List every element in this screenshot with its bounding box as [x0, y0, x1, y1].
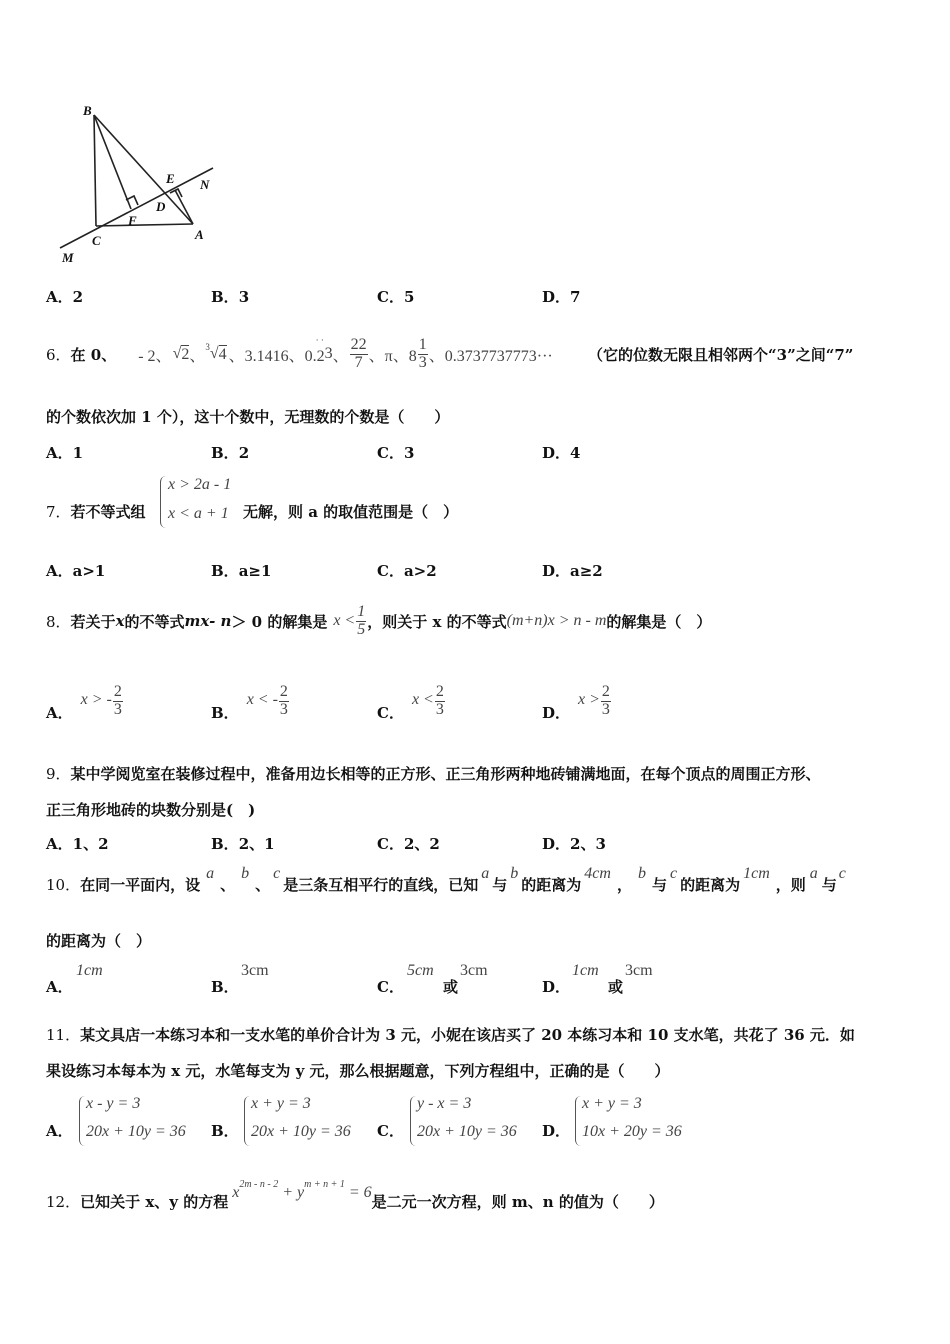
q6-line2: 的个数依次加 1 个），这十个数中，无理数的个数是（ ）	[46, 408, 450, 426]
q7-option-a[interactable]: A．a>1	[46, 562, 106, 580]
geometry-figure	[50, 95, 230, 275]
q9-option-d[interactable]: D．2、3	[542, 835, 606, 853]
q6-number: 6．	[46, 345, 71, 364]
q6-stem	[46, 332, 553, 376]
q7-option-d[interactable]: D．a≥2	[542, 562, 603, 580]
q5-option-b[interactable]: B．3	[211, 288, 250, 306]
q7-row1: x > 2a - 1	[168, 476, 232, 493]
q8-stem: 8． 若关于 x 的不等式 mx- n ＞ 0 的解集是 x < $\frac{1}{5}$ ，则关于 x 的不等式 (m+n)x > n - m 的解集是（ ）	[46, 602, 712, 638]
q7-option-c[interactable]: C．a>2	[377, 562, 437, 580]
q8-option-c[interactable]: C． x < $\frac{2}{3}$	[377, 682, 444, 722]
q6-option-c[interactable]: C．3	[377, 444, 415, 462]
label-b: B	[83, 103, 92, 118]
q11-option-d[interactable]: D． x + y = 3 10x + 20y = 36	[542, 1094, 702, 1150]
q6-numbers: - 2、 √ 2 、 3 √ 4 、3.1416、0.2 · · 3 、 $\frac{22}{7}$ 、π、8 $\frac{1}{3}$ 、0.3737737773···	[138, 335, 553, 371]
q12-equation: $x^{2m - n - 2} + y^{m + n + 1} = 6$	[232, 1179, 372, 1201]
q11-line2: 果设练习本每本为 x 元，水笔每支为 y 元，那么根据题意，下列方程组中，正确的是（ ）	[46, 1062, 670, 1080]
label-c: C	[92, 233, 101, 248]
q5-option-c[interactable]: C．5	[377, 288, 415, 306]
q11-option-c[interactable]: C． y - x = 3 20x + 10y = 36	[377, 1094, 537, 1150]
q8-option-b[interactable]: B． x < - $\frac{2}{3}$	[211, 682, 288, 722]
q12-stem: 12． 已知关于 x、y 的方程 $x^{2m - n - 2} + y^{m + n + 1} = 6$ 是二元一次方程，则 m、n 的值为（ ）	[46, 1179, 664, 1211]
q9-option-c[interactable]: C．2、2	[377, 835, 440, 853]
q11-option-a[interactable]: A． x - y = 3 20x + 10y = 36	[46, 1094, 206, 1150]
q9-line1: 9．某中学阅览室在装修过程中，准备用边长相等的正方形、正三角形两种地砖铺满地面，在每个顶点的周围正方形、	[46, 765, 821, 783]
label-n: N	[200, 177, 210, 192]
q9-option-b[interactable]: B．2、1	[211, 835, 275, 853]
q9-line2: 正三角形地砖的块数分别是( )	[46, 801, 256, 819]
q7-option-b[interactable]: B．a≥1	[211, 562, 272, 580]
q7-row2: x < a + 1	[168, 505, 229, 522]
q11-line1: 11．某文具店一本练习本和一支水笔的单价合计为 3 元，小妮在该店买了 20 本练习本和 10 支水笔，共花了 36 元．如	[46, 1026, 855, 1044]
q6-tail: （它的位数无限且相邻两个“3”之间“7”	[588, 346, 854, 364]
label-f: F	[128, 213, 137, 228]
cbrt-symbol: √	[209, 345, 219, 362]
q6-option-b[interactable]: B．2	[211, 444, 250, 462]
q9-option-a[interactable]: A．1、2	[46, 835, 109, 853]
label-e: E	[166, 171, 175, 186]
q6-option-a[interactable]: A．1	[46, 444, 84, 462]
q7-tail: 无解，则 a 的取值范围是（ ）	[243, 503, 459, 521]
label-a: A	[195, 227, 204, 242]
q8-option-a[interactable]: A． x > - $\frac{2}{3}$	[46, 682, 122, 722]
segment-ca	[96, 224, 193, 226]
segment-bc	[94, 115, 96, 226]
q7-system-brace	[160, 476, 166, 528]
line-mn	[60, 168, 213, 248]
sqrt-symbol: √	[172, 345, 182, 362]
label-m: M	[62, 250, 74, 265]
label-d: D	[156, 199, 166, 214]
q8-inequality: (m+n)x > n - m	[506, 612, 607, 629]
segment-bf	[94, 115, 131, 209]
q6-lead: 在 0、	[70, 345, 117, 364]
segment-ba	[94, 115, 193, 224]
q5-option-d[interactable]: D．7	[542, 288, 581, 306]
q11-option-b[interactable]: B． x + y = 3 20x + 10y = 36	[211, 1094, 371, 1150]
q8-solution: x < $\frac{1}{5}$	[333, 602, 366, 638]
q8-option-d[interactable]: D． x > $\frac{2}{3}$	[542, 682, 610, 722]
q5-option-a[interactable]: A．2	[46, 288, 84, 306]
q10-stem: 10． 在同一平面内，设 a 、 b 、 c 是三条互相平行的直线，已知 a 与 b 的距离为 4cm ， b 与 c 的距离为 1cm ，则 a 与 c	[46, 865, 846, 894]
q10-line2: 的距离为（ ）	[46, 932, 152, 950]
q7-stem: 7．若不等式组	[46, 503, 146, 521]
q6-option-d[interactable]: D．4	[542, 444, 581, 462]
